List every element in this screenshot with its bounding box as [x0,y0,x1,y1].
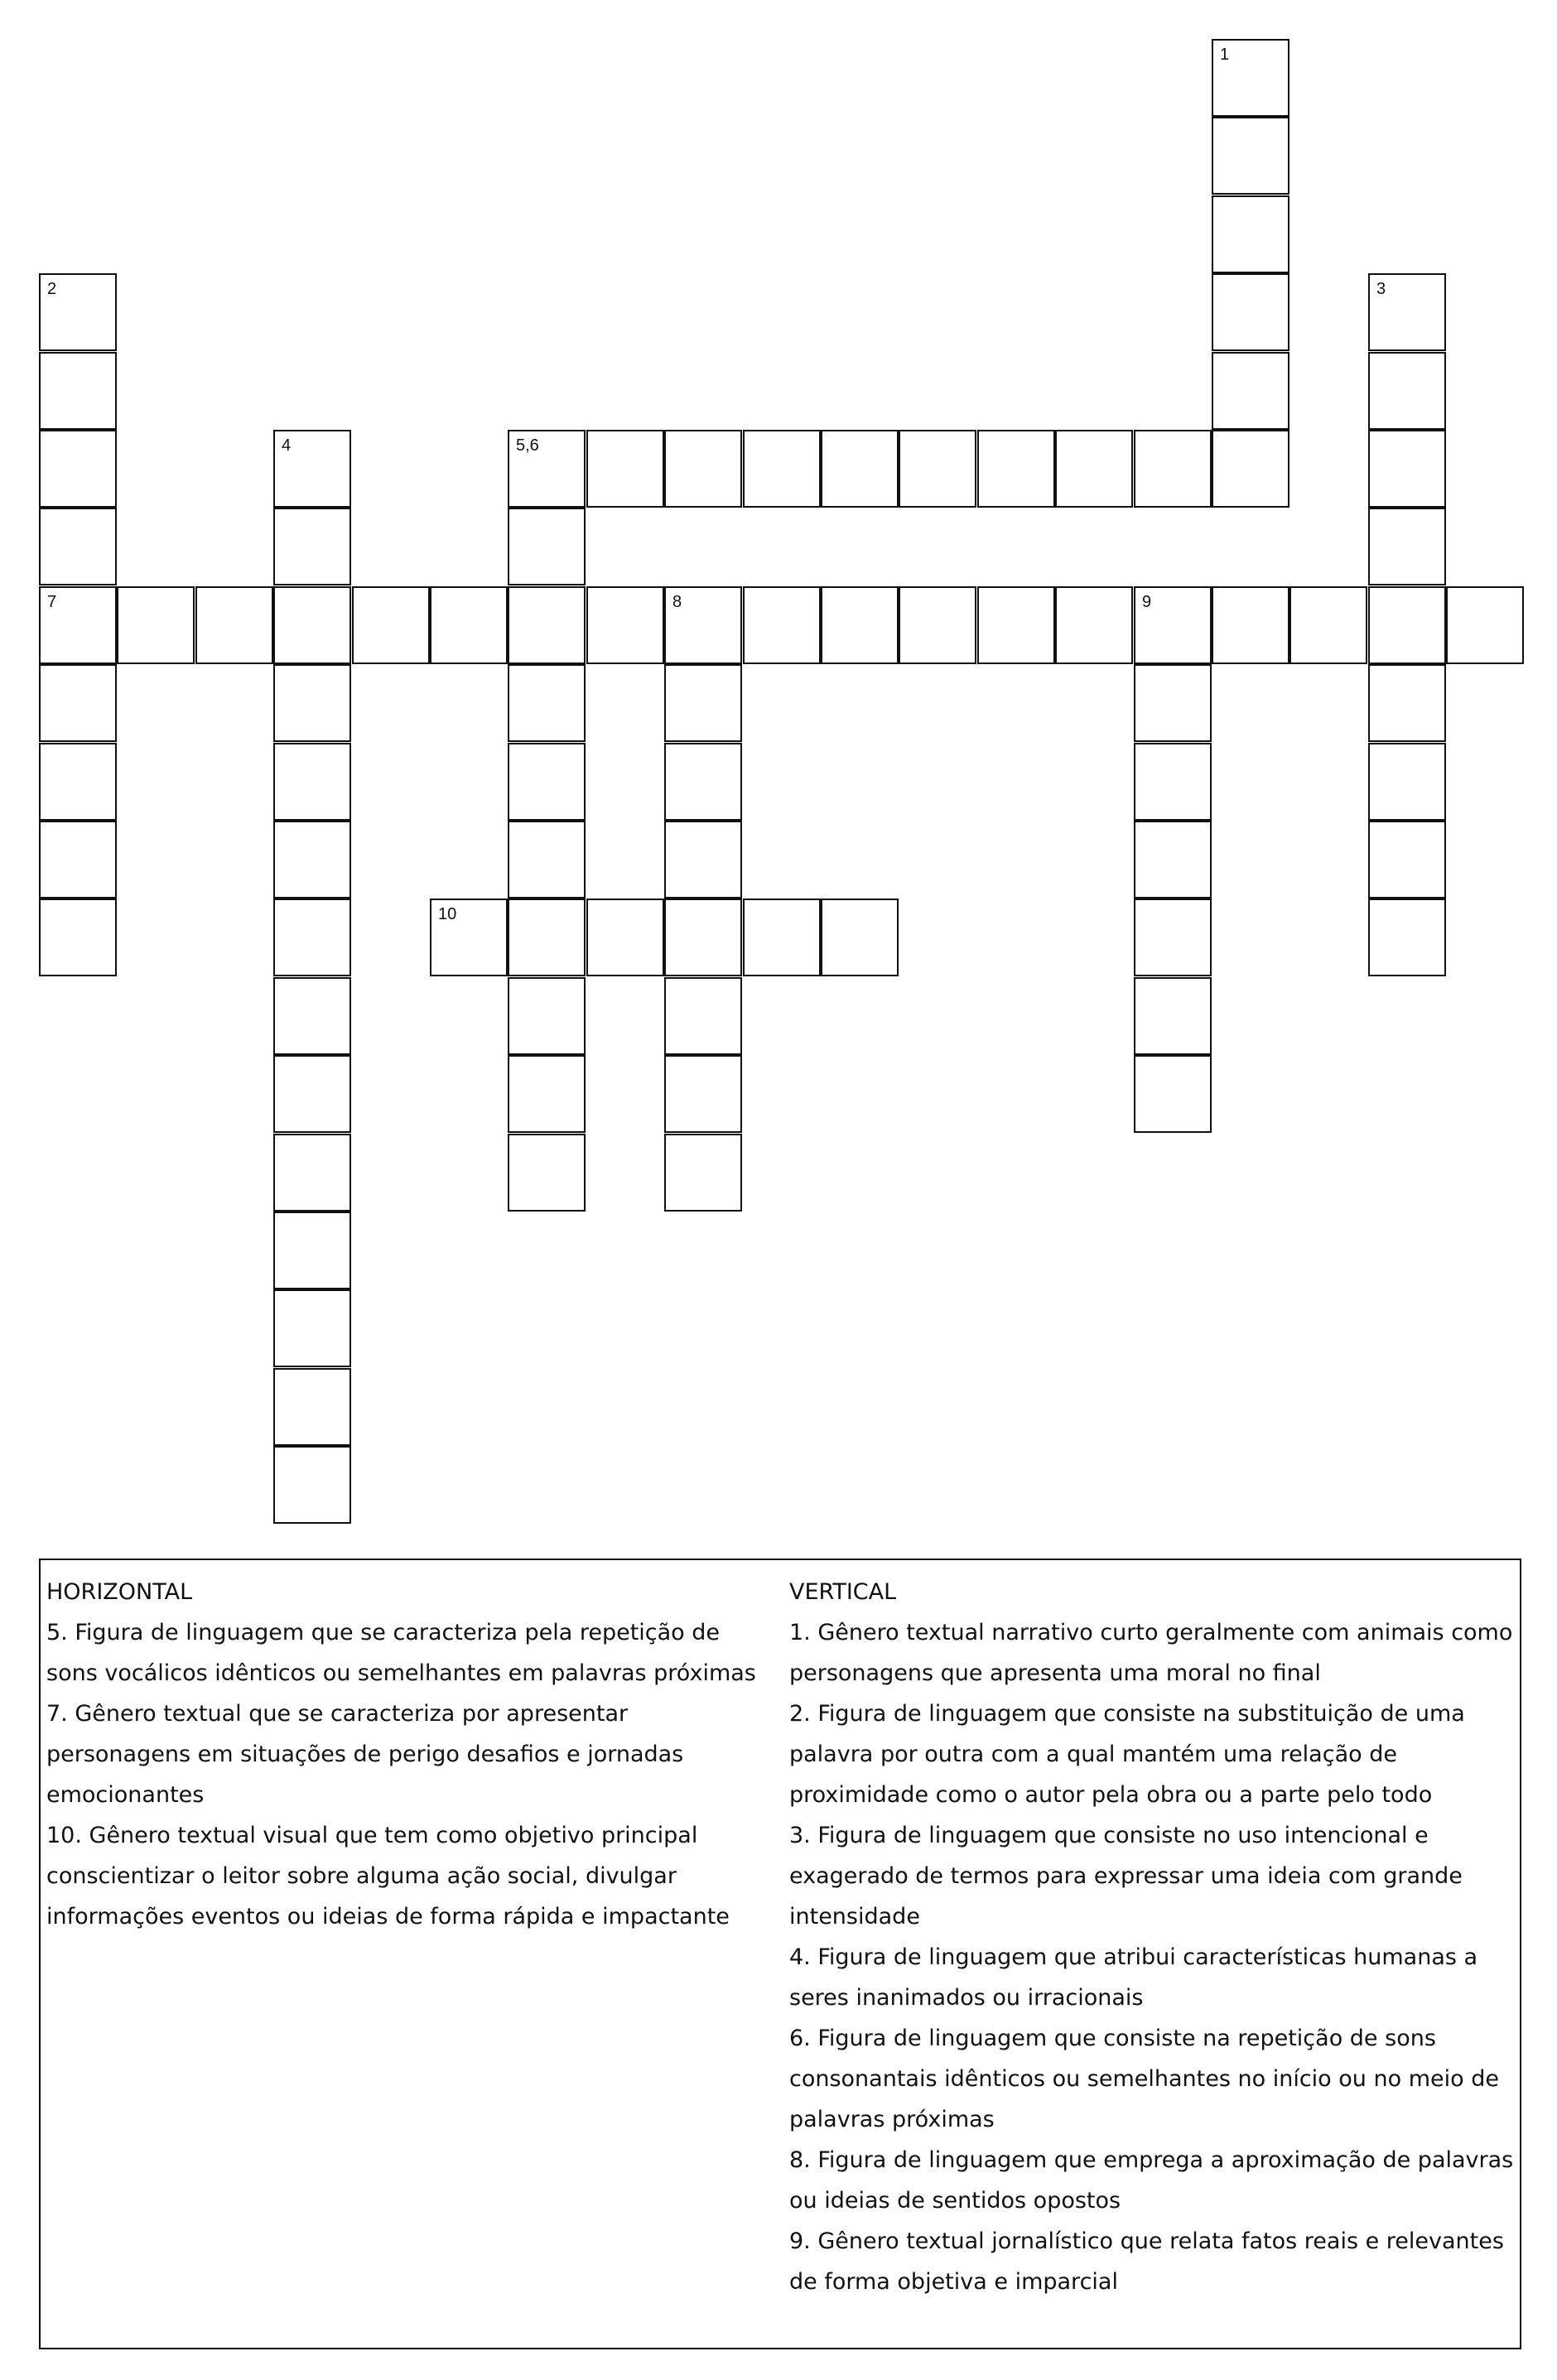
grid-cell[interactable] [508,743,586,821]
grid-cell[interactable] [977,586,1055,664]
horizontal-clue-10: 10. Gênero textual visual que tem como objetivo principal conscientizar o leitor sobre alguma ação social, divulgar informações eventos ou ideias de forma rápida e impactante [46,1823,730,1930]
grid-cell[interactable] [508,1134,586,1212]
grid-cell[interactable] [1368,821,1446,899]
grid-cell[interactable] [273,1368,351,1446]
grid-cell[interactable] [821,899,899,976]
grid-cell[interactable] [508,899,586,976]
grid-cell[interactable] [1134,586,1212,664]
grid-cell[interactable] [1368,586,1446,664]
grid-cell[interactable] [39,352,117,430]
horizontal-clues [46,1572,775,1937]
grid-cell[interactable] [39,430,117,508]
grid-cell[interactable] [39,743,117,821]
grid-cell[interactable] [352,586,430,664]
grid-cell[interactable] [1368,508,1446,585]
grid-cell[interactable] [664,899,742,976]
grid-cell[interactable] [1368,273,1446,351]
vertical-clue-3: 3. Figura de linguagem que consiste no uso intencional e exagerado de termos para expressar uma ideia com grande intensidade [789,1823,1463,1930]
grid-cell[interactable] [39,508,117,585]
grid-cell[interactable] [586,430,664,508]
grid-cell[interactable] [1368,743,1446,821]
grid-cell[interactable] [195,586,273,664]
grid-cell[interactable] [508,508,586,585]
grid-cell[interactable] [273,821,351,899]
grid-cell[interactable] [273,1055,351,1133]
vertical-clues [789,1572,1518,2302]
grid-cell[interactable] [1368,664,1446,742]
grid-cell[interactable] [1134,664,1212,742]
grid-cell[interactable] [821,430,899,508]
grid-cell[interactable] [508,821,586,899]
grid-cell[interactable] [664,1134,742,1212]
grid-cell[interactable] [664,430,742,508]
grid-cell[interactable] [664,821,742,899]
grid-cell[interactable] [1368,352,1446,430]
grid-cell[interactable] [39,273,117,351]
grid-cell[interactable] [430,586,508,664]
grid-cell[interactable] [664,586,742,664]
clue-number: 1 [1220,46,1230,64]
clue-number: 7 [47,593,57,611]
grid-cell[interactable] [273,1134,351,1212]
grid-cell[interactable] [664,743,742,821]
grid-cell[interactable] [39,586,117,664]
grid-cell[interactable] [1212,195,1289,273]
clue-box [39,1559,1521,2349]
grid-cell[interactable] [508,586,586,664]
clue-number: 3 [1376,280,1386,298]
grid-cell[interactable] [117,586,195,664]
grid-cell[interactable] [1134,821,1212,899]
clue-number: 8 [672,593,682,611]
grid-cell[interactable] [664,977,742,1055]
grid-cell[interactable] [273,430,351,508]
grid-cell[interactable] [1212,273,1289,351]
grid-cell[interactable] [1368,899,1446,976]
grid-cell[interactable] [273,1212,351,1289]
grid-cell[interactable] [1446,586,1524,664]
clue-number: 10 [438,905,457,923]
vertical-heading: VERTICAL [789,1579,897,1605]
vertical-clue-1: 1. Gênero textual narrativo curto geralmente com animais como personagens que apresenta uma moral no final [789,1620,1513,1686]
clue-number: 4 [282,436,292,455]
grid-cell[interactable] [1134,430,1212,508]
clue-number: 5,6 [516,436,539,455]
horizontal-heading: HORIZONTAL [46,1579,193,1605]
grid-cell[interactable] [273,508,351,585]
grid-cell[interactable] [743,430,821,508]
grid-cell[interactable] [508,1055,586,1133]
grid-cell[interactable] [664,1055,742,1133]
vertical-clue-2: 2. Figura de linguagem que consiste na substituição de uma palavra por outra com a qual mantém uma relação de proximidade como o autor pela obra ou a parte pelo todo [789,1701,1465,1808]
grid-cell[interactable] [586,586,664,664]
grid-cell[interactable] [508,664,586,742]
grid-cell[interactable] [1368,430,1446,508]
grid-cell[interactable] [39,664,117,742]
grid-cell[interactable] [664,664,742,742]
grid-cell[interactable] [743,899,821,976]
grid-cell[interactable] [1212,39,1289,117]
clue-number: 2 [47,280,57,298]
grid-cell[interactable] [1289,586,1367,664]
grid-cell[interactable] [1212,586,1289,664]
vertical-clue-9: 9. Gênero textual jornalístico que relata fatos reais e relevantes de forma objetiva e imparcial [789,2228,1504,2295]
grid-cell[interactable] [1134,743,1212,821]
grid-cell[interactable] [273,977,351,1055]
grid-cell[interactable] [508,430,586,508]
grid-cell[interactable] [899,586,976,664]
grid-cell[interactable] [1134,1055,1212,1133]
grid-cell[interactable] [821,586,899,664]
grid-cell[interactable] [743,586,821,664]
grid-cell[interactable] [1212,117,1289,195]
grid-cell[interactable] [977,430,1055,508]
grid-cell[interactable] [1134,899,1212,976]
grid-cell[interactable] [1055,430,1133,508]
horizontal-clue-5: 5. Figura de linguagem que se caracteriza pela repetição de sons vocálicos idênticos ou semelhantes em palavras próximas [46,1620,756,1686]
grid-cell[interactable] [273,1446,351,1524]
clue-number: 9 [1142,593,1152,611]
grid-cell[interactable] [273,586,351,664]
grid-cell[interactable] [1212,430,1289,508]
grid-cell[interactable] [273,743,351,821]
grid-cell[interactable] [508,977,586,1055]
grid-cell[interactable] [899,430,976,508]
horizontal-clue-7: 7. Gênero textual que se caracteriza por apresentar personagens em situações de perigo desafios e jornadas emocionantes [46,1701,684,1808]
grid-cell[interactable] [1055,586,1133,664]
vertical-clue-6: 6. Figura de linguagem que consiste na repetição de sons consonantais idênticos ou semelhantes no início ou no meio de palavras próximas [789,2026,1499,2132]
grid-cell[interactable] [1212,352,1289,430]
grid-cell[interactable] [273,664,351,742]
grid-cell[interactable] [39,821,117,899]
grid-cell[interactable] [586,899,664,976]
vertical-clue-8: 8. Figura de linguagem que emprega a aproximação de palavras ou ideias de sentidos opostos [789,2147,1514,2214]
grid-cell[interactable] [273,899,351,976]
grid-cell[interactable] [430,899,508,976]
grid-cell[interactable] [1134,977,1212,1055]
grid-cell[interactable] [39,899,117,976]
grid-cell[interactable] [273,1289,351,1367]
vertical-clue-4: 4. Figura de linguagem que atribui características humanas a seres inanimados ou irracionais [789,1944,1478,2011]
